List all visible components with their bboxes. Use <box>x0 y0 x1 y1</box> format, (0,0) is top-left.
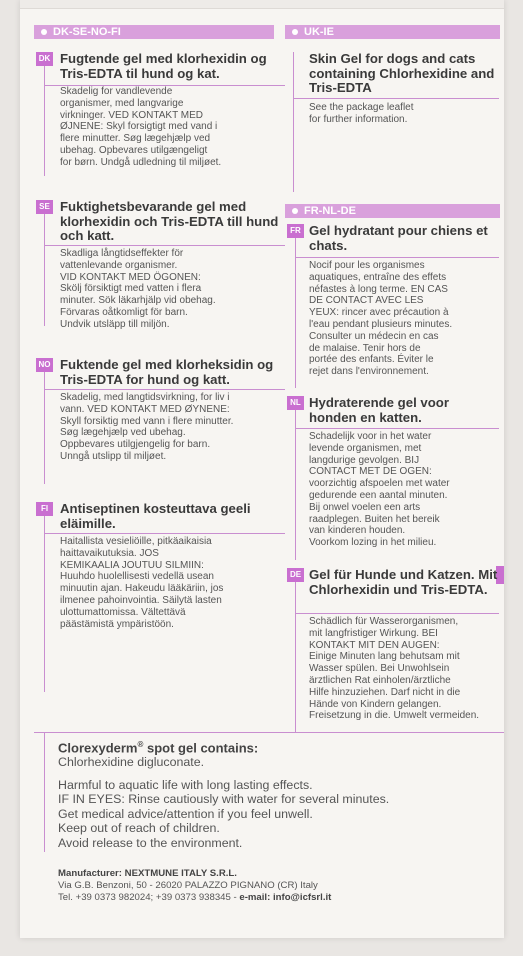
warning-line: IF IN EYES: Rinse cautiously with water for several minutes. <box>58 792 390 807</box>
composition-line: Chlorhexidine digluconate. <box>58 755 205 770</box>
section-body: Schädlich für Wasserorganismen, mit langfristiger Wirkung. BEI KONTAKT MIT DEN AUGEN: Einige Minuten lang behutsam mit Wasser spülen. Bei Unwohlsein ärztlichen Rat einholen/ärztliche Hilfe hinzuziehen. Darf nicht in die Hände von Kindern gelangen. Freisetzung in die. Umwelt vermeiden. <box>309 616 480 722</box>
bottom-divider <box>34 732 504 733</box>
section-body: Schadelijk voor in het water levende organismen, met langdurige gevolgen. BIJ CONTACT MET DE OGEN: voorzichtig afspoelen met water gedurende een aantal minuten. Bij onwel voelen een arts raadplegen. Buiten het bereik van kinderen houden. Voorkom lozing in het milieu. <box>309 431 450 549</box>
divider-vertical <box>295 582 296 732</box>
divider-vertical <box>44 516 45 692</box>
section-body: Nocif pour les organismes aquatiques, entraîne des effets néfastes à long terme. EN CAS DE CONTACT AVEC LES YEUX: rincer avec précaution à l'eau pendant plusieurs minutes. Consulter un médecin en cas de malaise. Tenir hors de portée des enfants. Éviter le rejet dans l'environnement. <box>309 260 453 378</box>
warning-line: Keep out of reach of children. <box>58 821 220 836</box>
lang-code: DE <box>287 568 304 582</box>
section-title: Hydraterende gel voor honden en katten. <box>309 395 449 425</box>
composition-title: Clorexyderm® spot gel contains: <box>58 740 259 756</box>
lang-code: NL <box>287 396 304 410</box>
warning-line: Harmful to aquatic life with long lasting effects. <box>58 777 313 792</box>
section-title: Skin Gel for dogs and cats containing Chlorhexidine and Tris-EDTA <box>309 51 495 95</box>
bullet-icon <box>41 29 47 35</box>
section-title: Gel für Hunde und Katzen. Mit Chlorhexidin und Tris-EDTA. <box>309 567 498 597</box>
divider-horizontal <box>296 613 499 614</box>
divider-vertical <box>293 52 294 192</box>
lang-code: FI <box>36 502 53 516</box>
manufacturer-info <box>58 868 478 904</box>
header-label: DK-SE-NO-FI <box>53 26 121 38</box>
section-title: Gel hydratant pour chiens et chats. <box>309 223 488 253</box>
warning-line: Avoid release to the environment. <box>58 835 243 850</box>
divider-vertical <box>295 238 296 388</box>
header-fr-nl-de <box>285 204 500 218</box>
section-body: Skadelig for vandlevende organismer, med langvarige virkninger. VED KONTAKT MED ØJNENE: Skyl forsigtigt med vand i flere minutter. Søg lægehjælp ved ubehag. Opbevares utilgængeligt for børn. Undgå udledning til miljøet. <box>60 86 222 168</box>
section-title: Fuktende gel med klorheksidin og Tris-EDTA for hund og katt. <box>60 357 274 387</box>
divider-horizontal <box>45 389 285 390</box>
bullet-icon <box>292 208 298 214</box>
manufacturer-address: Via G.B. Benzoni, 50 - 26020 PALAZZO PIGNANO (CR) Italy <box>58 880 318 891</box>
header-uk-ie <box>285 25 500 39</box>
top-edge <box>20 0 504 9</box>
bottom-vertical-line <box>44 732 45 852</box>
divider-horizontal <box>296 257 499 258</box>
section-body: Skadelig, med langtidsvirkning, for liv i vann. VED KONTAKT MED ØYNENE: Skyll forsiktig med vann i flere minutter. Søg lægehjælp ved ubehag. Oppbevares utilgjengelig for barn. Unngå utslipp til miljøet. <box>60 392 234 462</box>
divider-horizontal <box>296 428 499 429</box>
manufacturer-line: Manufacturer: NEXTMUNE ITALY S.R.L. <box>58 868 237 879</box>
bullet-icon <box>292 29 298 35</box>
divider-horizontal <box>45 245 285 246</box>
lang-code: FR <box>287 224 304 238</box>
lang-code: DK <box>36 52 53 66</box>
divider-horizontal <box>293 98 499 99</box>
section-body: Haitallista vesieliöille, pitkäaikaisia haittavaikutuksia. JOS KEMIKAALIA JOUTUU SILMIIN: Huuhdo huolellisesti vedellä usean minuutin ajan. Hakeudu lääkäriin, jos ilmenee pahoinvointia. Säilytä lasten ulottumattomissa. Vältettävä päästämistä ympäristöön. <box>60 536 224 630</box>
section-title: Fugtende gel med klorhexidin og Tris-EDTA til hund og kat. <box>60 51 267 81</box>
header-dk-se-no-fi <box>34 25 274 39</box>
divider-vertical <box>295 410 296 560</box>
english-composition <box>58 740 478 850</box>
spacer <box>58 770 478 778</box>
header-label: UK-IE <box>304 26 334 38</box>
section-body: See the package leaflet for further information. <box>309 102 414 125</box>
warning-line: Get medical advice/attention if you feel unwell. <box>58 806 313 821</box>
manufacturer-contact: Tel. +39 0373 982024; +39 0373 938345 - e-mail: info@icfsrl.it <box>58 892 332 903</box>
divider-vertical <box>44 66 45 176</box>
header-label: FR-NL-DE <box>304 205 356 217</box>
section-body: Skadliga långtidseffekter för vattenlevande organismer. VID KONTAKT MED ÖGONEN: Skölj försiktigt med vatten i flera minuter. Sök läkarhjälp vid obehag. Förvaras oåtkomligt för barn. Undvik utsläpp till miljön. <box>60 248 216 330</box>
lang-code: NO <box>36 358 53 372</box>
section-title: Antiseptinen kosteuttava geeli eläimille. <box>60 501 251 531</box>
lang-code: SE <box>36 200 53 214</box>
section-title: Fuktighetsbevarande gel med klorhexidin och Tris-EDTA till hund och katt. <box>60 199 279 243</box>
divider-horizontal <box>45 533 285 534</box>
divider-vertical <box>44 214 45 326</box>
